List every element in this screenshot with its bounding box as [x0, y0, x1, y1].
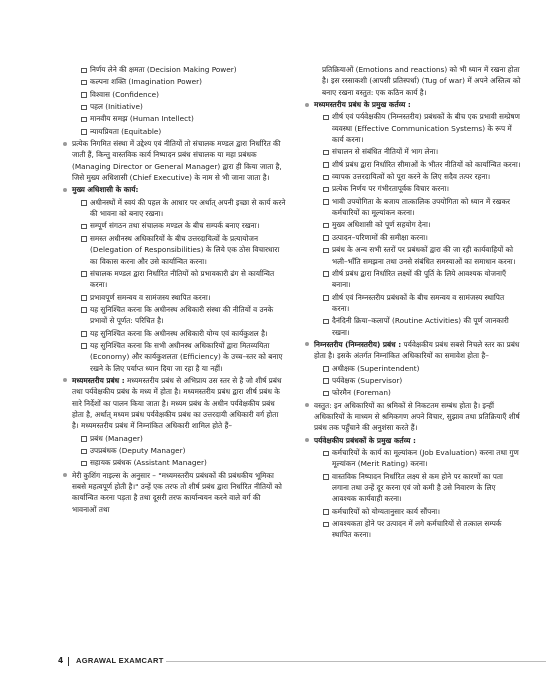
bullet-item: संचालक मण्डल द्वारा निर्धारित नीतियों को प्रभावकारी ढंग से कार्यान्वित करना। — [62, 268, 286, 291]
bullet-item: निर्णय लेने की क्षमता (Decision Making Power) — [62, 64, 286, 75]
bullet-item: आवश्यकता होने पर उत्पादन में लगे कर्मचारियों से तत्काल सम्पर्क स्थापित करना। — [304, 518, 522, 541]
bullet-item: सहायक प्रबंधक (Assistant Manager) — [62, 457, 286, 468]
bullet-item: मुख्य अधिशासी को पूर्ण सहयोग देना। — [304, 219, 522, 230]
brand-logo-text: AGRAWAL EXAMCART — [76, 656, 164, 665]
footer-separator — [68, 657, 69, 666]
bullet-item: शीर्ष एवं निम्नस्तरीय प्रबंधकों के बीच समन्वय व सामंजस्य स्थापित करना। — [304, 292, 522, 315]
paragraph-bullet: वस्तुत: इन अधिकारियों का श्रमिकों से निकटतम सम्बंध होता है। इन्हीं अधिकारियों के माध्यम से श्रमिकगण अपने विचार, सुझाव तथा प्रतिक्रियाएँ शीर्ष प्रबंध तक पहुँचाने की अनुशंसा करते हैं। — [304, 400, 522, 434]
left-column — [62, 64, 286, 516]
section-heading: मध्यमस्तरीय प्रबंध के प्रमुख कर्तव्य : — [304, 99, 522, 110]
bullet-item: पर्यवेक्षक (Supervisor) — [304, 375, 522, 386]
bullet-item: शीर्ष प्रबंध द्वारा निर्धारित सीमाओं के भीतर नीतियों को कार्यान्वित करना। — [304, 159, 522, 170]
bullet-item: उत्पादन–परिणामों की समीक्षा करना। — [304, 232, 522, 243]
bullet-item: प्रबंध के अन्य सभी स्तरों पर प्रबंधकों द्वारा की जा रही कार्यवाहियों को भली–भाँति समझना तथा उनसे संबंधित समस्याओं का समाधान करना। — [304, 244, 522, 267]
bullet-item: पहल (Initiative) — [62, 101, 286, 112]
bullet-item: कल्पना शक्ति (Imagination Power) — [62, 76, 286, 87]
bullet-item: उपप्रबंधक (Deputy Manager) — [62, 445, 286, 456]
inline-heading: निम्नस्तरीय (निम्नस्तरीय) प्रबंध : — [314, 339, 402, 349]
paragraph-text: पर्यवेक्षकीय प्रबंध सबसे निचले स्तर का प्रबंध होता है। इसके अंतर्गत निम्नांकित अधिकारियों का समावेश होता है– — [314, 339, 520, 361]
paragraph-bullet: प्रत्येक निगमित संस्था में उद्देश्य एवं नीतियों तो संचालक मण्डल द्वारा निर्धारित की जाती हैं, किन्तु वास्तविक कार्य निष्पादन प्रबंध संचालक या महा प्रबंधक (Managing Director or General Manager) द्वारा ही किया जाता है, जिसे मुख्य अधिशासी (Chief Executive) के नाम से भी जाना जाता है। — [62, 138, 286, 183]
bullet-item: समस्त अधीनस्थ अधिकारियों के बीच उत्तरदायित्वों के प्रत्यायोजन (Delegation of Responsibilities) के लिये एक ठोस विचारधारा का विकास करना और उसे कार्यान्वित करना। — [62, 233, 286, 267]
footer-rule — [166, 661, 546, 662]
paragraph-continued: प्रतिक्रियाओं (Emotions and reactions) को भी ध्यान में रखना होता है। इस रस्साकशी (आपसी प्रतिस्पर्धा) (Tug of war) में अपने अस्तित्व को बनाए रखना वस्तुत: एक कठिन कार्य है। — [322, 65, 521, 97]
bullet-item: विश्वास (Confidence) — [62, 89, 286, 100]
bullet-item: भावी उपयोगिता के बजाय तात्कालिक उपयोगिता को ध्यान में रखकर कर्मचारियों का मूल्यांकन करना। — [304, 196, 522, 219]
bullet-item: फोरमैन (Foreman) — [304, 387, 522, 398]
bullet-item: अधीक्षक (Superintendent) — [304, 363, 522, 374]
bullet-item: शीर्ष प्रबंध द्वारा निर्धारित लक्ष्यों की पूर्ति के लिये आवश्यक योजनाएँ बनाना। — [304, 268, 522, 291]
bullet-item: मानवीय समझ (Human Intellect) — [62, 113, 286, 124]
bullet-item: सम्पूर्ण संगठन तथा संचालक मण्डल के बीच सम्पर्क बनाए रखना। — [62, 220, 286, 231]
bullet-item: वास्तविक निष्पादन निर्धारित लक्ष्य से कम होने पर कारणों का पता लगाना तथा उन्हें दूर करना एवं जो कमी है उसे निवारण के लिए आवश्यक कार्यवाही करना। — [304, 471, 522, 505]
bullet-item: व्यापक उत्तरदायित्वों को पूरा करने के लिए सदैव तत्पर रहना। — [304, 171, 522, 182]
bullet-item: दैनंदिनी क्रिया–कलापों (Routine Activities) की पूर्ण जानकारी रखना। — [304, 315, 522, 338]
bullet-item: न्यायप्रियता (Equitable) — [62, 126, 286, 137]
bullet-item: यह सुनिश्चित करना कि अधीनस्थ अधिकारी योग्य एवं कार्यकुशल है। — [62, 328, 286, 339]
paragraph-bullet: मेरी कुशिंग नाइल्स के अनुसार – "मध्यमस्तरीय प्रबंधकों की प्रबंधकीय भूमिका सबसे महत्वपूर्ण होती है।" उन्हें एक तरफ तो शीर्ष प्रबंध द्वारा निर्धारित नीतियों को कार्यान्वित करना पड़ता है तथा दूसरी तरफ कार्यान्वयन करने वाले वर्ग की भावनाओं तथा — [62, 470, 286, 515]
bullet-item: प्रबंध (Manager) — [62, 433, 286, 444]
bullet-item: संचालन से संबंधित नीतियों में भाग लेना। — [304, 146, 522, 157]
bullet-item: यह सुनिश्चित करना कि अधीनस्थ अधिकारी संस्था की नीतियों व उनके प्रभावों से पूर्णत: परिचित है। — [62, 304, 286, 327]
bullet-item: शीर्ष एवं पर्यवेक्षकीय (निम्नस्तरीय) प्रबंधकों के बीच एक प्रभावी सम्प्रेषण व्यवस्था (Effective Communication Systems) के रूप में कार्य करना। — [304, 111, 522, 145]
inline-heading: मध्यमस्तरीय प्रबंध : — [72, 375, 125, 385]
section-heading: पर्यवेक्षकीय प्रबंधकों के प्रमुख कर्तव्य : — [304, 435, 522, 446]
paragraph-bullet — [304, 339, 522, 362]
page-number: 4 — [58, 656, 64, 665]
paragraph-bullet — [62, 375, 286, 432]
bullet-item: अधीनस्थों में स्वयं की पहल के आधार पर अर्थात् अपनी इच्छा से कार्य करने की भावना को बनाए रखना। — [62, 197, 286, 220]
bullet-item: यह सुनिश्चित करना कि सभी अधीनस्थ अधिकारियों द्वारा मितव्ययिता (Economy) और कार्यकुशलता (Efficiency) के उच्च–स्तर को बनाए रखने के लिए पर्याप्त ध्यान दिया जा रहा है या नहीं। — [62, 340, 286, 374]
page-footer — [58, 656, 488, 668]
section-heading: मुख्य अधिशासी के कार्य: — [62, 184, 286, 195]
right-column — [304, 64, 522, 542]
bullet-item: कर्मचारियों को योग्यतानुसार कार्य सौंपना। — [304, 506, 522, 517]
bullet-item: कर्मचारियों के कार्य का मूल्यांकन (Job Evaluation) करना तथा गुण मूल्यांकन (Merit Rating) करना। — [304, 447, 522, 470]
bullet-item: प्रभावपूर्ण समन्वय व सामंजस्य स्थापित करना। — [62, 292, 286, 303]
paragraph-text: मध्यमस्तरीय प्रबंध से अभिप्राय उस स्तर से है जो शीर्ष प्रबंध तथा पर्यवेक्षकीय प्रबंध के मध्य में होता है। मध्यमस्तरीय प्रबंध द्वारा शीर्ष प्रबंध के सारे निर्देशों का पालन किया जाता है। मध्यम प्रबंध के अधीन पर्यवेक्षकीय प्रबंध होता है, अर्थात् मध्यम प्रबंध पर्यवेक्षकीय प्रबंध का उत्तरदायी अधिकारी वर्ग होता है। मध्यमस्तरीय प्रबंध में निम्नांकित अधिकारी शामिल होते हैं– — [72, 375, 282, 431]
bullet-item: प्रत्येक निर्णय पर गंभीरतापूर्वक विचार करना। — [304, 183, 522, 194]
